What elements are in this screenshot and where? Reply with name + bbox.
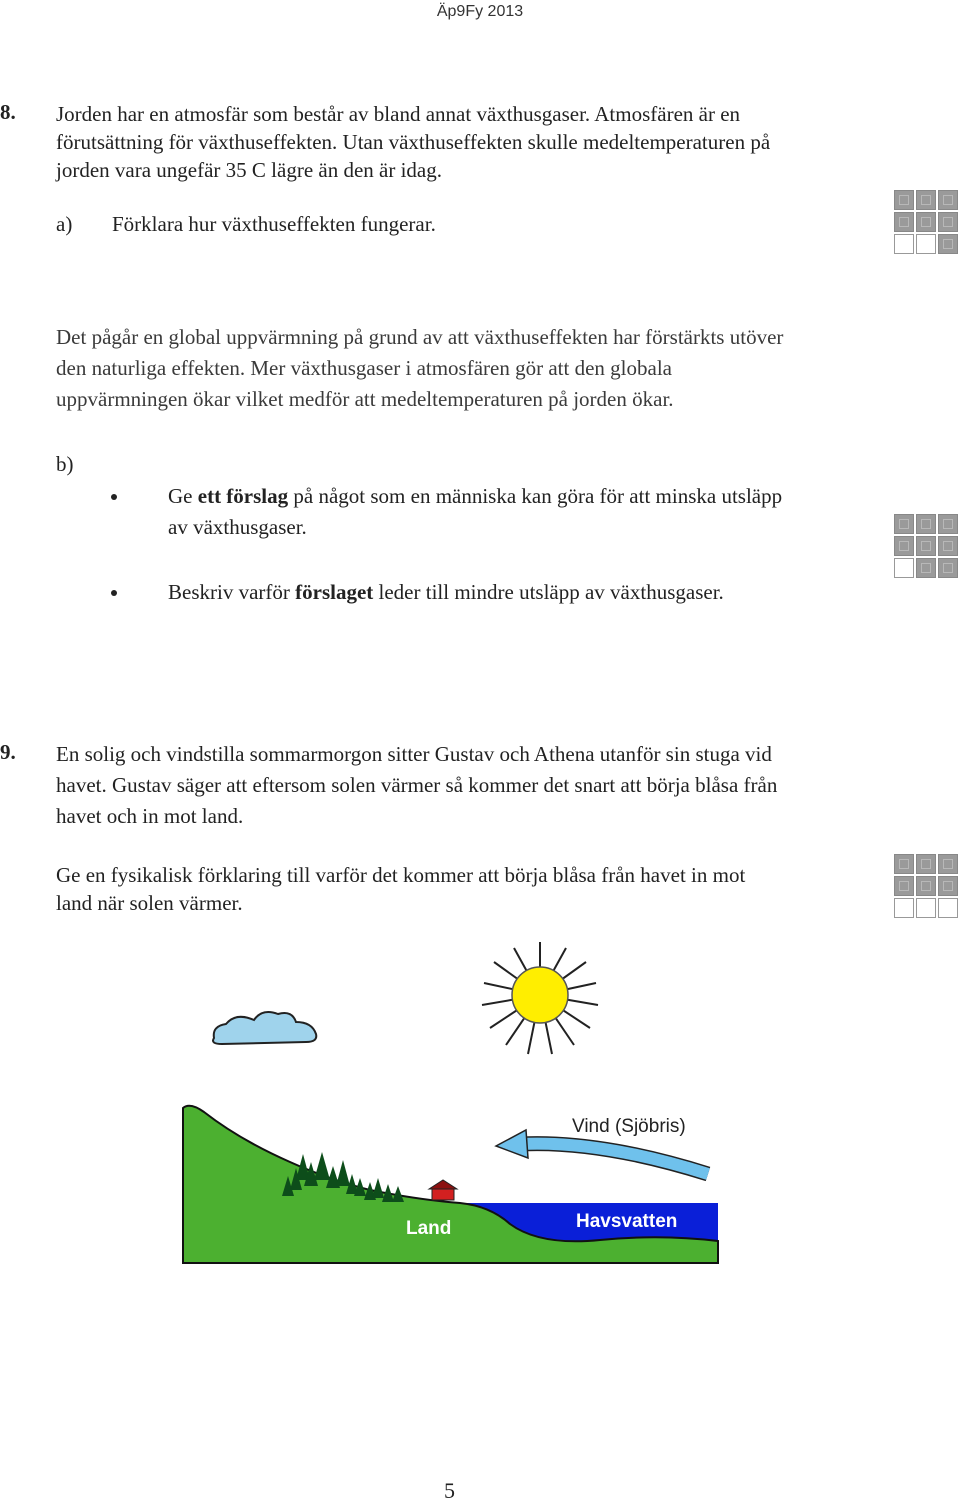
- q8-line-1: Jorden har en atmosfär som består av bland annat växthusgaser. Atmosfären är en: [56, 102, 741, 126]
- q9-line-2: havet. Gustav säger att eftersom solen värmer så kommer det snart att börja blåsa från: [56, 773, 778, 797]
- cloud-icon: [213, 1012, 316, 1044]
- q9-task-line-1: Ge en fysikalisk förklaring till varför det kommer att börja blåsa från havet in mot: [56, 863, 746, 887]
- q8-line-3: jorden vara ungefär 35 C lägre än den är idag.: [56, 158, 442, 182]
- sea-label: Havsvatten: [576, 1211, 678, 1232]
- q8b-bullet-2: Beskriv varför förslaget leder till mindre utsläpp av växthusgaser.: [168, 580, 724, 604]
- q8-line-2: förutsättning för växthuseffekten. Utan växthuseffekten skulle medeltemperaturen på: [56, 130, 771, 154]
- wind-label: Vind (Sjöbris): [572, 1116, 686, 1137]
- page-number: 5: [444, 1478, 455, 1503]
- q8a-answer-line-2: den naturliga effekten. Mer växthusgaser i atmosfären gör att den globala: [56, 356, 672, 380]
- q9-line-1: En solig och vindstilla sommarmorgon sitter Gustav och Athena utanför sin stuga vid: [56, 742, 772, 766]
- q9-line-3: havet och in mot land.: [56, 804, 244, 828]
- q9-task-line-2: land när solen värmer.: [56, 891, 243, 915]
- q8a-text: Förklara hur växthuseffekten fungerar.: [112, 212, 436, 236]
- q8b-bullet-1: Ge ett förslag på något som en människa kan göra för att minska utsläpp: [168, 484, 783, 508]
- question-9-number: 9.: [0, 740, 16, 764]
- q8a-answer-line-3: uppvärmningen ökar vilket medför att medeltemperaturen på jorden ökar.: [56, 387, 674, 411]
- house-icon: [429, 1180, 457, 1200]
- q8a-label: a): [56, 212, 73, 236]
- page-header: Äp9Fy 2013: [436, 3, 524, 20]
- q8b-label: b): [56, 452, 74, 476]
- land-label: Land: [406, 1218, 452, 1239]
- question-8-number: 8.: [0, 100, 16, 124]
- q8b-bullet-1-line-2: av växthusgaser.: [168, 515, 307, 539]
- q8a-answer-line-1: Det pågår en global uppvärmning på grund av att växthuseffekten har förstärkts utöver: [56, 325, 784, 349]
- sun-icon: [482, 942, 598, 1054]
